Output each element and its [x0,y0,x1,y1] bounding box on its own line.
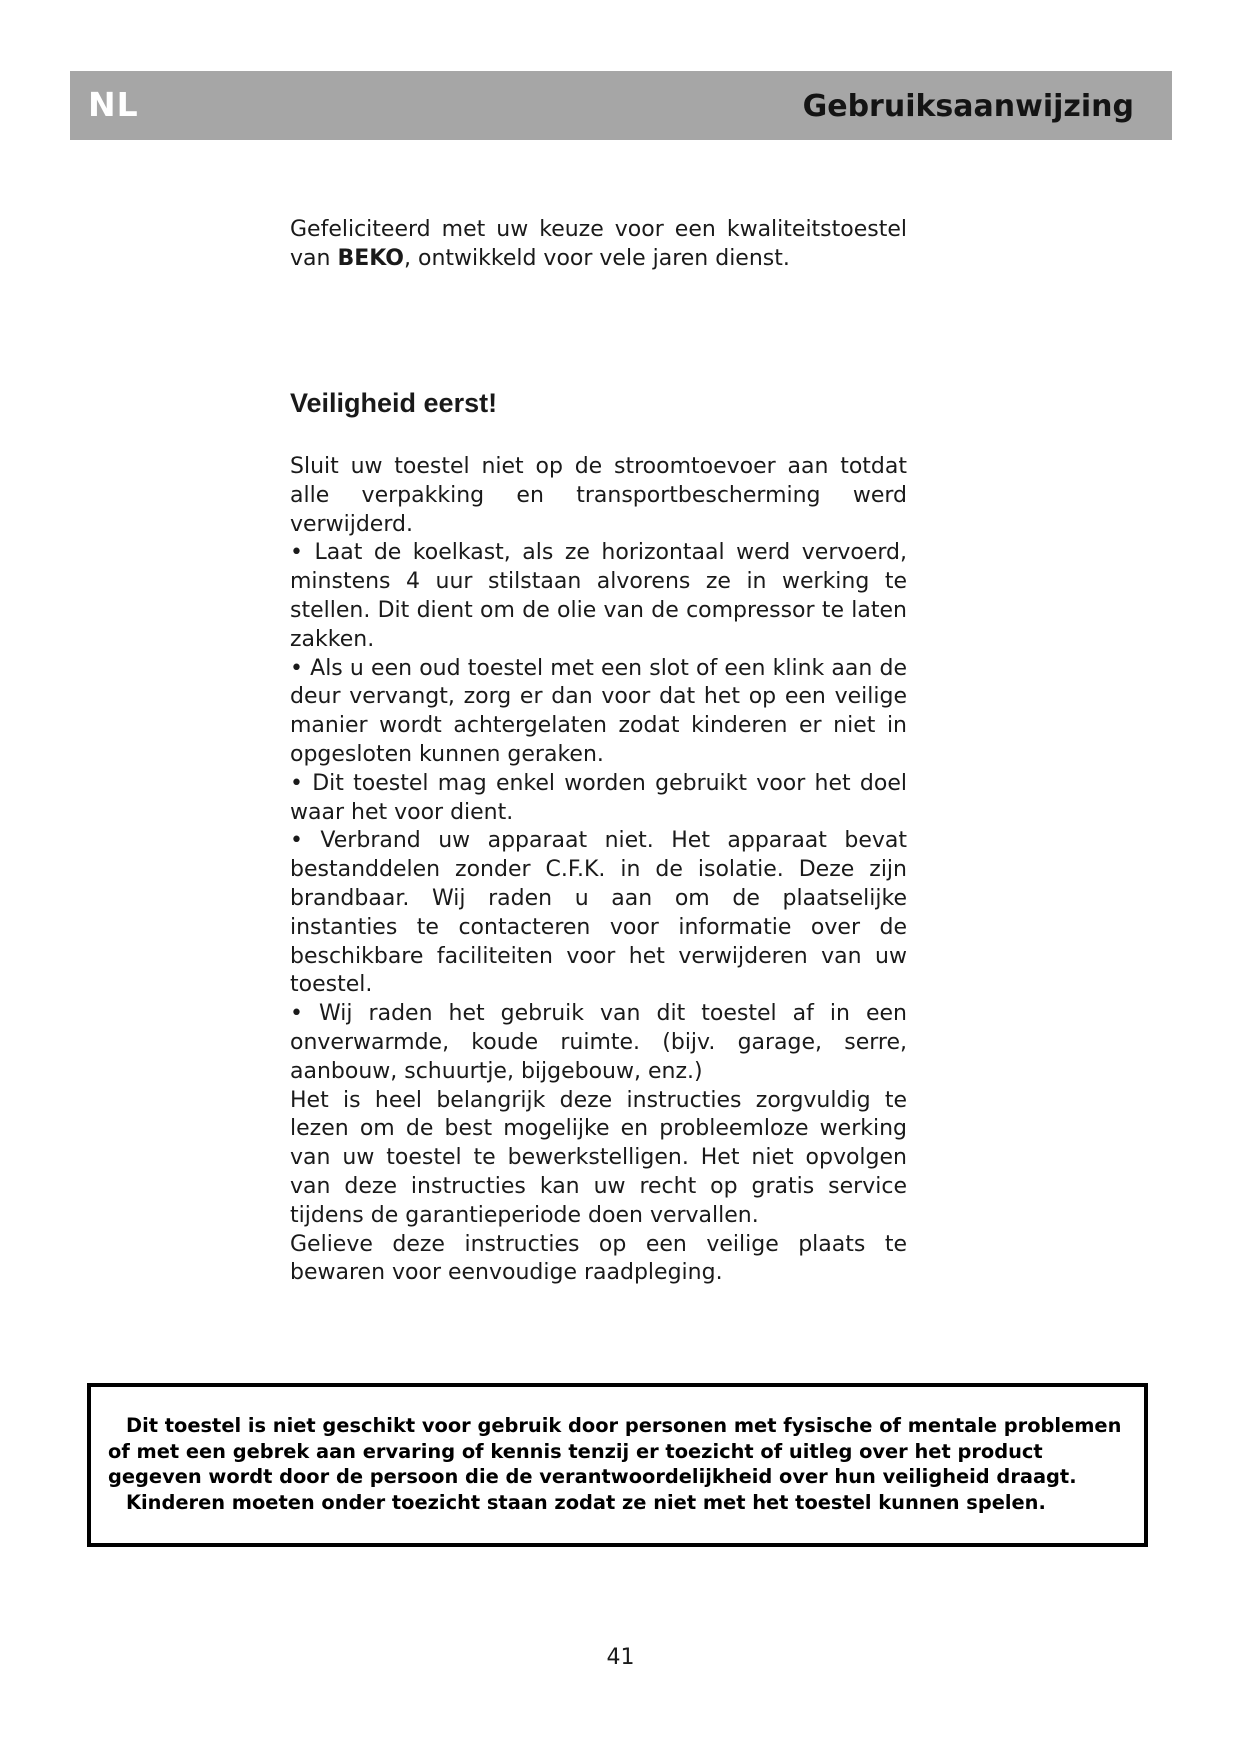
notice-text [108,1413,1132,1490]
page-number: 41 [606,1645,635,1670]
safety-bullet: • Wij raden het gebruik van dit toestel af in een onverwarmde, koude ruimte. (bijv. garage, serre, aanbouw, schuurtje, bijgebouw, enz.) [290,1001,907,1084]
notice-line-2: Kinderen moeten onder toezicht staan zodat ze niet met het toestel kunnen spelen. [126,1490,1046,1514]
notice-text-children [108,1490,1132,1516]
safety-bullet: • Verbrand uw apparaat niet. Het apparaat bevat bestanddelen zonder C.F.K. in de isolatie. Deze zijn brandbaar. Wij raden u aan om de plaatselijke instanties te contacteren voor informatie over de beschikbare faciliteiten voor het verwijderen van uw toestel. [290,828,907,998]
intro-text-start: Gefeliciteerd met uw keuze voor een kwaliteitstoestel van [290,217,907,271]
document-title: Gebruiksaanwijzing [802,89,1134,124]
brand-name: BEKO [337,245,404,271]
safety-paragraph: Sluit uw toestel niet op de stroomtoevoer aan totdat alle verpakking en transportbescherming werd verwijderd. [290,454,907,537]
safety-bullet: • Dit toestel mag enkel worden gebruikt voor het doel waar het voor dient. [290,770,907,825]
intro-paragraph [290,216,907,274]
safety-paragraph: Gelieve deze instructies op een veilige plaats te bewaren voor eenvoudige raadpleging. [290,1231,907,1286]
safety-bullet: • Als u een oud toestel met een slot of een klink aan de deur vervangt, zorg er dan voor dat het op een veilige manier wordt achtergelaten zodat kinderen er niet in opgesloten kunnen geraken. [290,655,907,767]
section-heading: Veiligheid eerst! [290,388,498,418]
safety-bullet: • Laat de koelkast, als ze horizontaal werd vervoerd, minstens 4 uur stilstaan alvorens ze in werking te stellen. Dit dient om de olie van de compressor te laten zakken. [290,540,907,652]
language-code: NL [88,85,139,124]
intro-text-end: , ontwikkeld voor vele jaren dienst. [404,245,790,271]
header-bar [70,71,1172,140]
notice-line-1: Dit toestel is niet geschikt voor gebruik door personen met fysische of mentale problemen of met een gebrek aan ervaring of kennis tenzij er toezicht of uitleg over het product gegeven wordt door de persoon die de verantwoordelijkheid over hun veiligheid draagt. [108,1414,1122,1488]
safety-paragraph: Het is heel belangrijk deze instructies zorgvuldig te lezen om de best mogelijke en probleemloze werking van uw toestel te bewerkstelligen. Het niet opvolgen van deze instructies kan uw recht op gratis service tijdens de garantieperiode doen vervallen. [290,1087,907,1228]
warning-notice-box [87,1383,1148,1547]
safety-section [290,453,907,1288]
